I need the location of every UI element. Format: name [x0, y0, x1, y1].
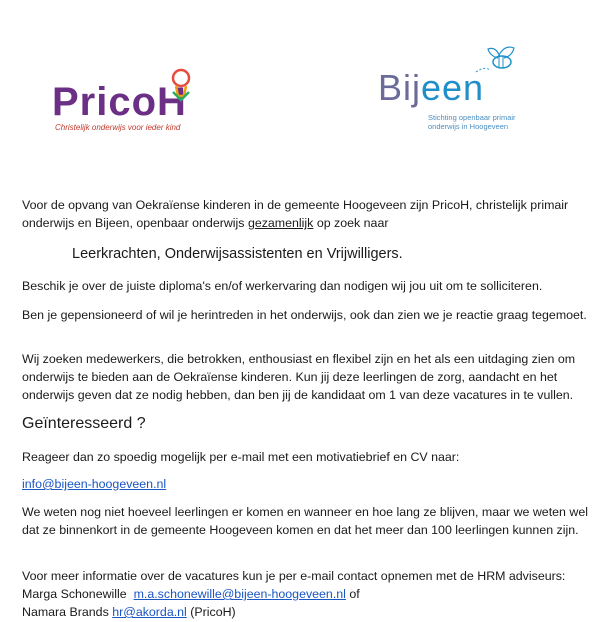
bijeen-logo	[378, 40, 538, 140]
intro-paragraph: Voor de opvang van Oekraïense kinderen in de gemeente Hoogeveen zijn PricoH, christelijk primair onderwijs en Bijeen, openbaar onderwijs gezamenlijk op zoek naar	[22, 198, 569, 230]
email-line	[22, 475, 590, 493]
retired-paragraph: Ben je gepensioneerd of wil je herintreden in het onderwijs, ook dan zien we je reactie graag tegemoet.	[22, 308, 587, 322]
positions-heading: Leerkrachten, Onderwijsassistenten en Vrijwilligers.	[72, 246, 403, 262]
email-schonewille-link[interactable]: m.a.schonewille@bijeen-hoogeveen.nl	[133, 587, 346, 601]
respond-paragraph: Reageer dan zo spoedig mogelijk per e-mail met een motivatiebrief en CV naar:	[22, 450, 460, 464]
bijeen-logo-wordmark: Bijeen	[378, 67, 485, 108]
bijeen-logo-tagline: Stichting openbaar primair onderwijs in Hoogeveen	[428, 113, 516, 131]
seeking-paragraph: Wij zoeken medewerkers, die betrokken, enthousiast en flexibel zijn en het als een uitdaging zien om onderwijs te bieden aan de Oekraïense kinderen. Kun jij deze leerlingen de zorg, aandacht en het onderwijs geven dat ze nodig hebben, dan ben jij de kandidaat om 1 van deze vacatures in te vullen.	[22, 352, 576, 402]
diploma-paragraph: Beschik je over de juiste diploma's en/of werkervaring dan nodigen wij jou uit om te solliciteren.	[22, 279, 543, 293]
email-hr-link[interactable]: hr@akorda.nl	[112, 605, 187, 619]
numbers-paragraph: We weten nog niet hoeveel leerlingen er komen en wanneer en hoe lang ze blijven, maar we weten wel dat ze binnenkort in de gemeente Hoogeveen komen en dat het meer dan 100 leerlingen kunnen zijn.	[22, 505, 588, 537]
pricoh-logo-tagline: Christelijk onderwijs voor ieder kind	[55, 123, 181, 132]
pricoh-logo-wordmark: PricoH	[52, 80, 187, 124]
email-info-link[interactable]: info@bijeen-hoogeveen.nl	[22, 477, 167, 491]
contact-paragraph: Voor meer informatie over de vacatures kun je per e-mail contact opnemen met de HRM adviseurs: Marga Schonewille m.a.schonewille@bijeen-hoogeveen.nl of Namara Brands hr@akorda.nl (PricoH)	[22, 569, 566, 619]
lightbulb-icon	[164, 66, 198, 106]
interest-heading: Geïnteresseerd ?	[22, 415, 146, 432]
pricoh-logo	[52, 80, 202, 140]
